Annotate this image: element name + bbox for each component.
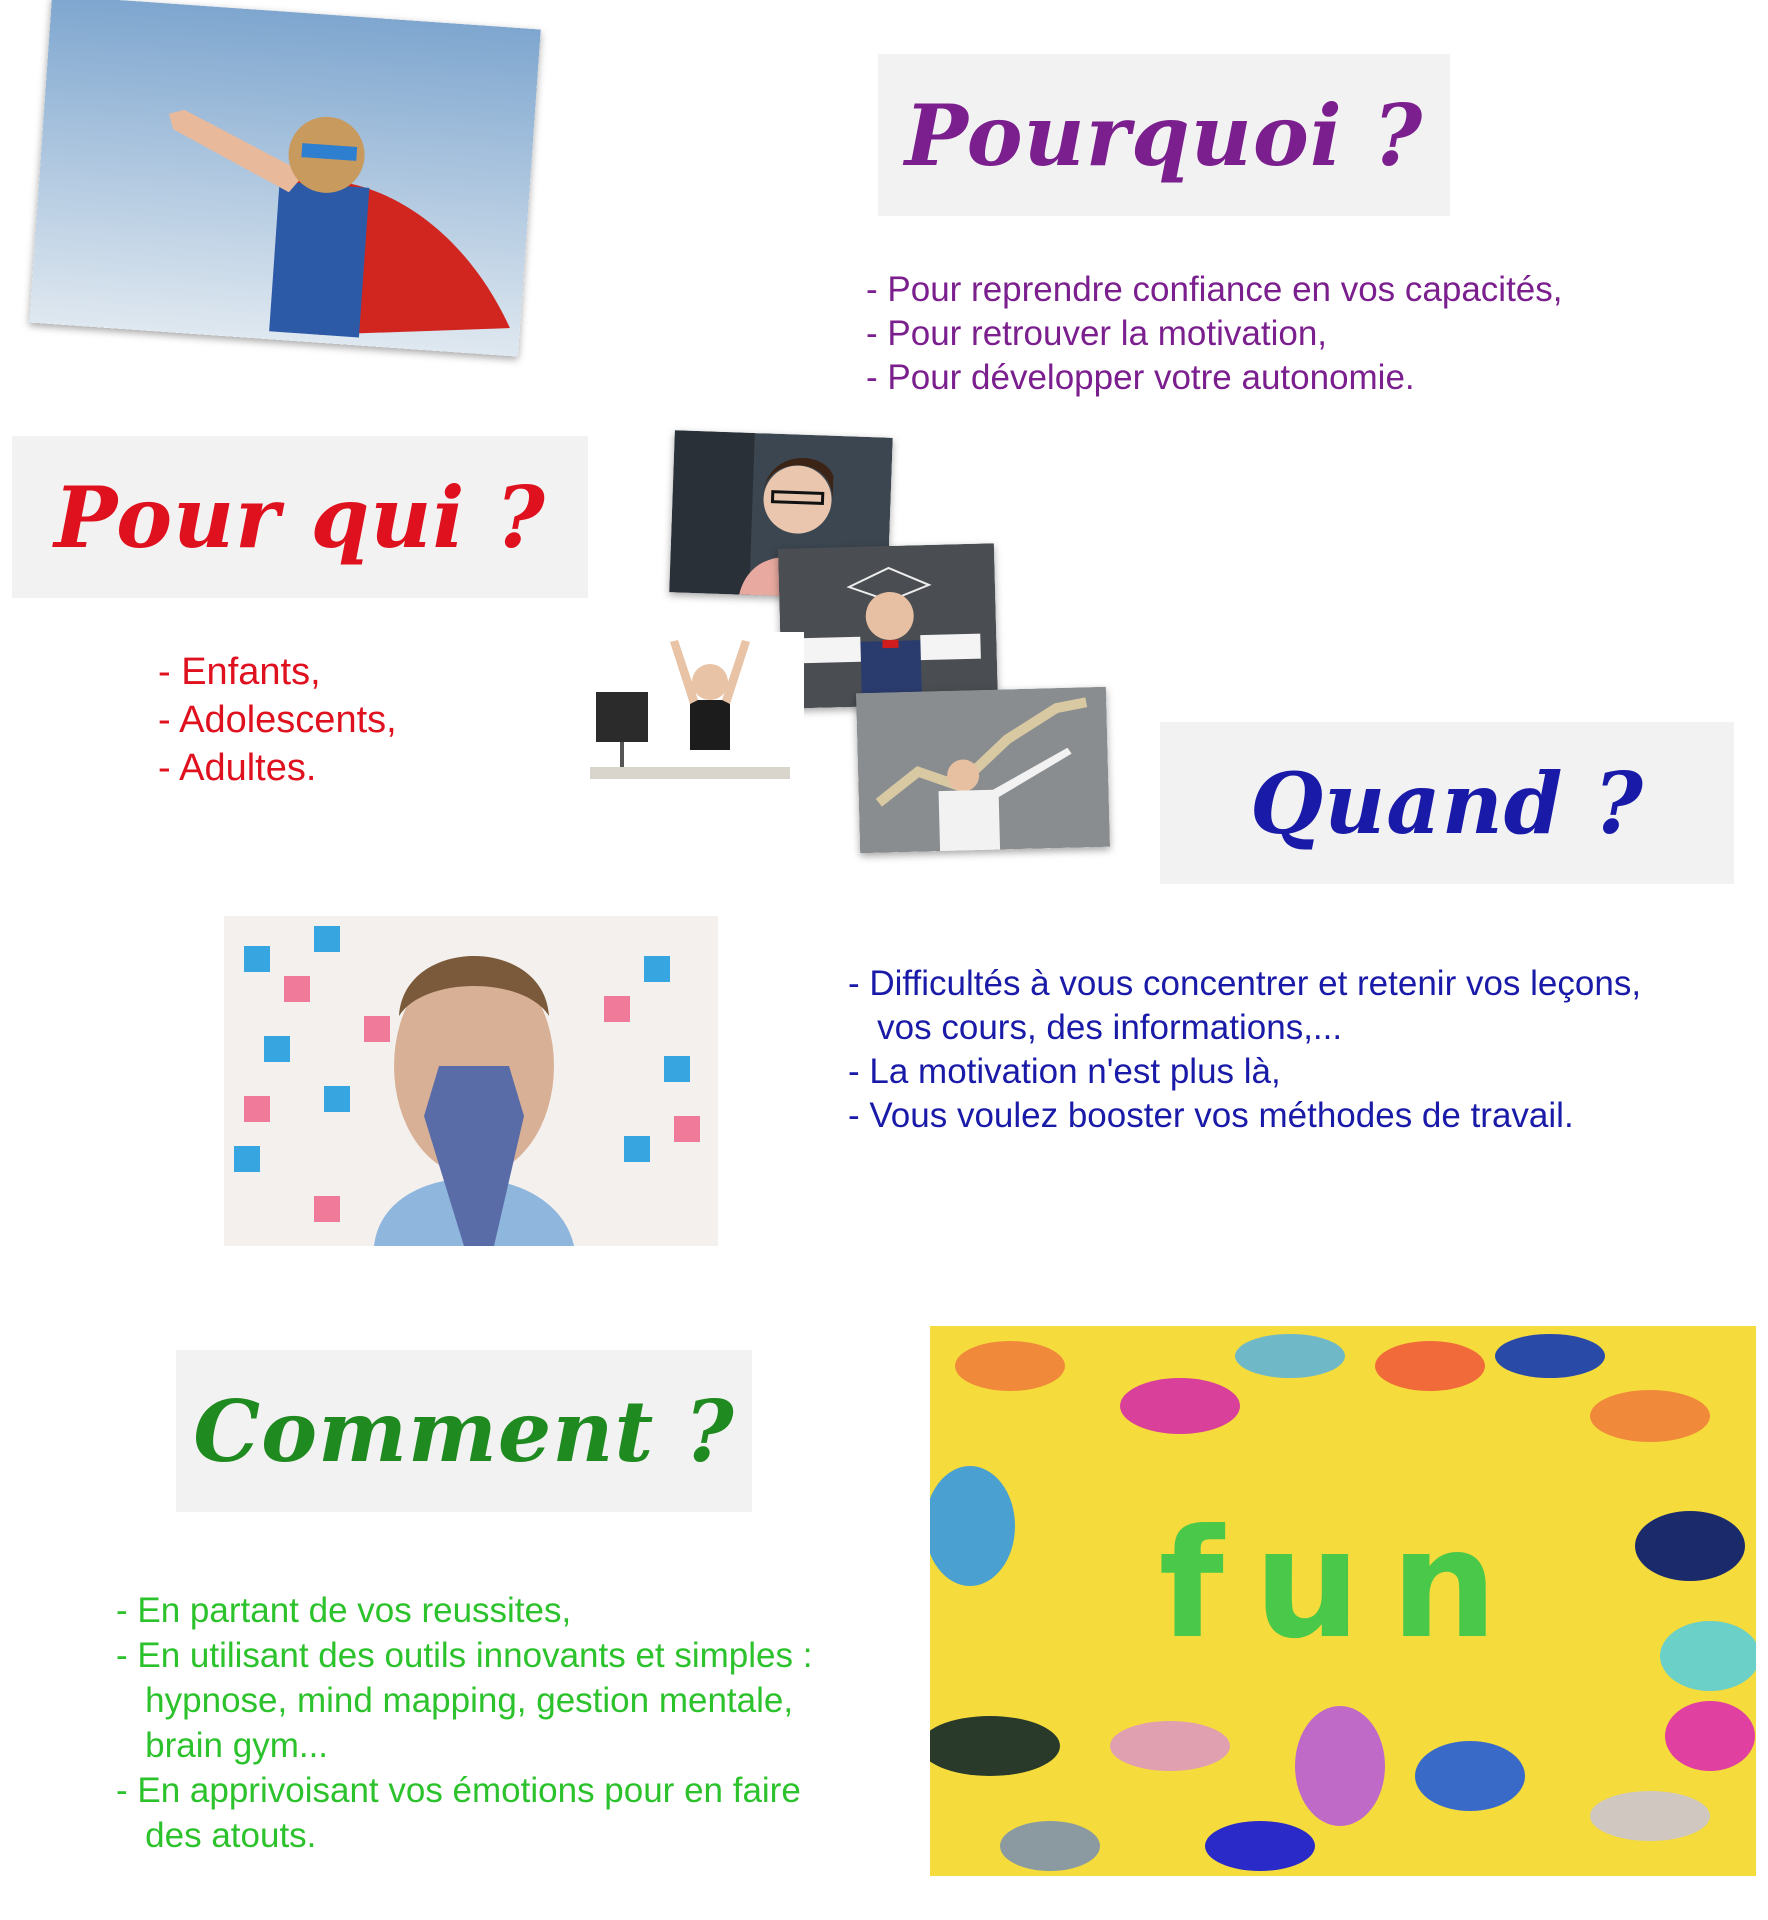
list-item: - En apprivoisant vos émotions pour en faire [116, 1771, 801, 1810]
pour-qui-list [158, 648, 397, 792]
list-item: brain gym... [116, 1726, 329, 1765]
stressed-man-photo [224, 916, 718, 1246]
pourquoi-title: Pourquoi ? [904, 85, 1424, 185]
fun-dinosaurs-photo [930, 1326, 1756, 1876]
list-item: - Adultes. [158, 747, 317, 789]
pourquoi-list [866, 268, 1563, 400]
list-item: - Adolescents, [158, 699, 397, 741]
list-item: - Pour reprendre confiance en vos capacités, [866, 270, 1563, 309]
list-item: des atouts. [116, 1816, 317, 1855]
comment-title: Comment ? [193, 1381, 735, 1481]
list-item: - Difficultés à vous concentrer et retenir vos leçons, [848, 964, 1642, 1003]
pour-qui-title: Pour qui ? [54, 467, 546, 567]
list-item: hypnose, mind mapping, gestion mentale, [116, 1681, 794, 1720]
list-item: - Vous voulez booster vos méthodes de travail. [848, 1096, 1574, 1135]
comment-list [116, 1588, 812, 1858]
boy-graduation-photo [778, 543, 998, 709]
fun-word: fun [1158, 1498, 1528, 1672]
list-item: - Pour retrouver la motivation, [866, 314, 1328, 353]
quand-title-box [1160, 722, 1734, 884]
man-growth-chart-photo [856, 687, 1110, 853]
pourquoi-title-box [878, 54, 1450, 216]
woman-celebrating-photo [590, 632, 804, 798]
list-item: - Enfants, [158, 651, 321, 693]
superhero-child-photo [29, 0, 541, 357]
list-item: - La motivation n'est plus là, [848, 1052, 1281, 1091]
quand-list [848, 962, 1641, 1138]
pour-qui-title-box [12, 436, 588, 598]
list-item: - En utilisant des outils innovants et simples : [116, 1636, 813, 1675]
list-item: vos cours, des informations,... [848, 1008, 1343, 1047]
quand-title: Quand ? [1250, 753, 1644, 853]
list-item: - Pour développer votre autonomie. [866, 358, 1415, 397]
comment-title-box [176, 1350, 752, 1512]
list-item: - En partant de vos reussites, [116, 1591, 572, 1630]
